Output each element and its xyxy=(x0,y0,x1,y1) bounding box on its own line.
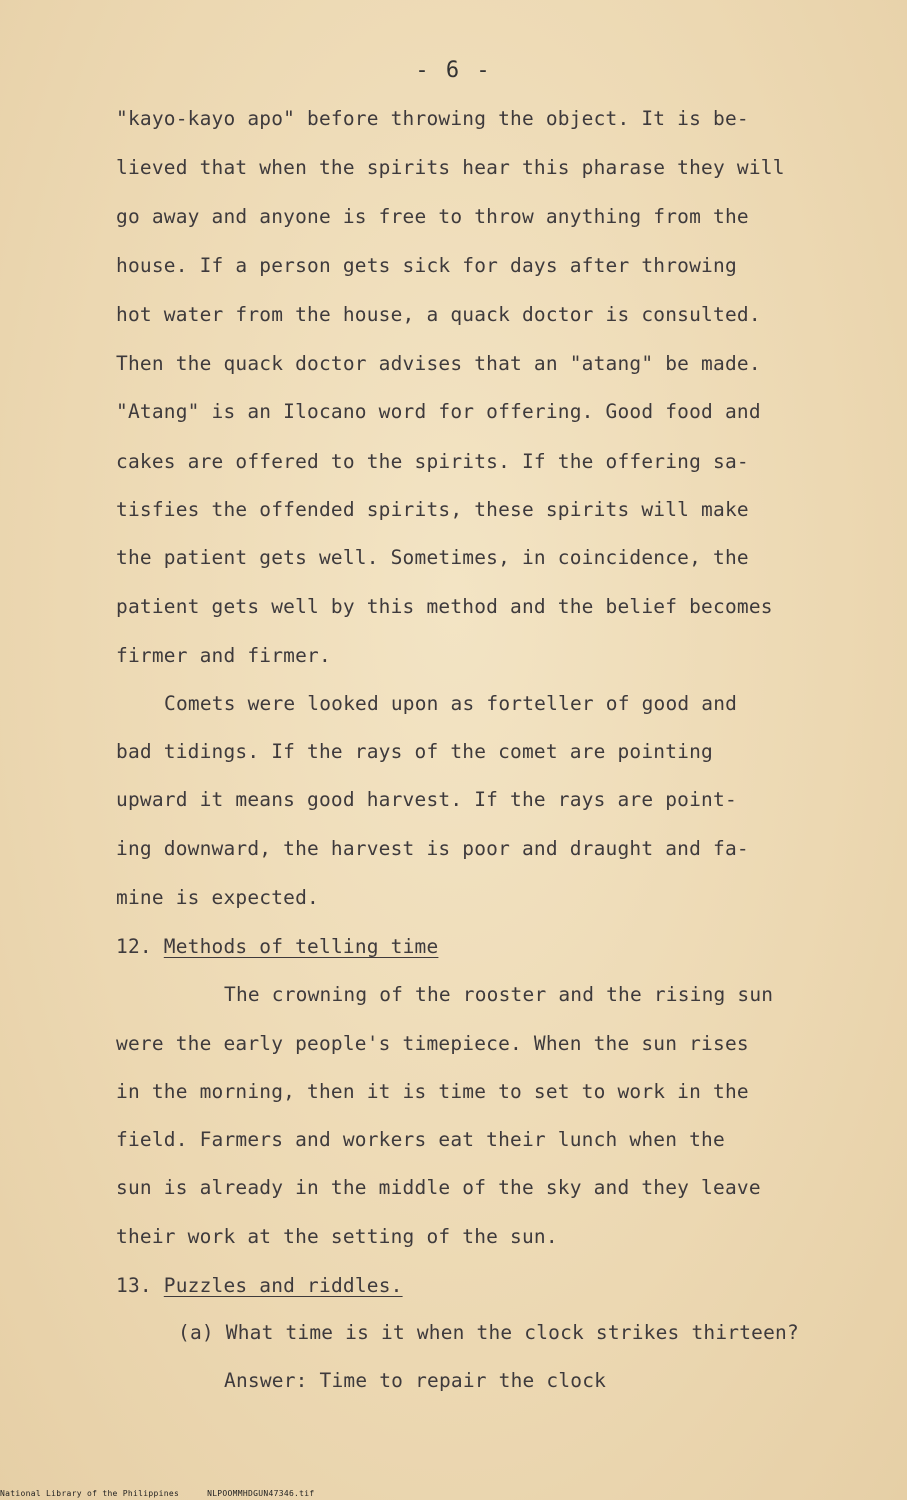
scan-footer xyxy=(0,1489,315,1498)
text-line: in the morning, then it is time to set to work in the xyxy=(116,1080,749,1103)
text-line: Comets were looked upon as forteller of good and xyxy=(164,692,738,715)
text-line: patient gets well by this method and the belief becomes xyxy=(116,595,773,618)
text-line: field. Farmers and workers eat their lunch when the xyxy=(116,1128,725,1151)
section-number: 13. xyxy=(116,1274,152,1297)
text-line: go away and anyone is free to throw anything from the xyxy=(116,205,749,228)
riddle-question-text: What time is it when the clock strikes thirteen? xyxy=(225,1321,799,1344)
text-line: the patient gets well. Sometimes, in coincidence, the xyxy=(116,546,749,569)
text-line: hot water from the house, a quack doctor is consulted. xyxy=(116,303,761,326)
answer-text: Time to repair the clock xyxy=(319,1369,607,1392)
text-line: upward it means good harvest. If the rays are point- xyxy=(116,788,737,811)
riddle-question xyxy=(178,1321,799,1344)
section-number: 12. xyxy=(116,935,152,958)
section-heading-13 xyxy=(116,1274,403,1297)
text-line: Then the quack doctor advises that an "atang" be made. xyxy=(116,352,761,375)
section-title: Puzzles and riddles. xyxy=(163,1274,403,1297)
section-title: Methods of telling time xyxy=(163,935,439,958)
text-line: cakes are offered to the spirits. If the offering sa- xyxy=(116,450,749,473)
text-line: "kayo-kayo apo" before throwing the object. It is be- xyxy=(116,107,749,130)
footer-library: National Library of the Philippines xyxy=(0,1489,180,1498)
text-line: their work at the setting of the sun. xyxy=(116,1225,558,1248)
section-heading-12 xyxy=(116,935,438,958)
text-line: firmer and firmer. xyxy=(116,644,331,667)
riddle-answer xyxy=(224,1369,606,1392)
page-number: - 6 - xyxy=(415,58,492,83)
text-line: "Atang" is an Ilocano word for offering. Good food and xyxy=(116,400,761,423)
text-line: house. If a person gets sick for days after throwing xyxy=(116,254,737,277)
text-line: The crowning of the rooster and the rising sun xyxy=(224,983,774,1006)
riddle-label: (a) xyxy=(178,1321,214,1344)
answer-label: Answer: xyxy=(224,1369,308,1392)
text-line: sun is already in the middle of the sky and they leave xyxy=(116,1176,761,1199)
text-line: ing downward, the harvest is poor and draught and fa- xyxy=(116,837,749,860)
text-line: bad tidings. If the rays of the comet are pointing xyxy=(116,740,713,763)
text-line: were the early people's timepiece. When the sun rises xyxy=(116,1032,749,1055)
text-line: lieved that when the spirits hear this pharase they will xyxy=(116,156,785,179)
text-line: tisfies the offended spirits, these spirits will make xyxy=(116,498,749,521)
footer-filename: NLPOOMMHDGUN47346.tif xyxy=(207,1489,315,1498)
text-line: mine is expected. xyxy=(116,886,319,909)
